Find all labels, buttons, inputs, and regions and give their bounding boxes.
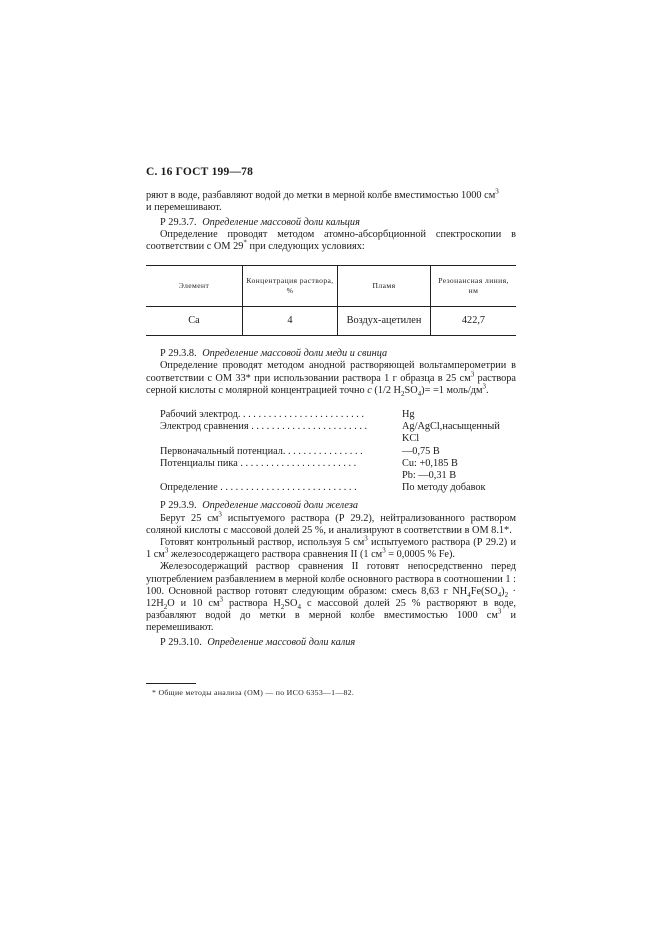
table-header-cell: Элемент — [146, 266, 243, 307]
table-header-row — [146, 266, 516, 307]
section-heading-potassium: Р 29.3.10. Определение массовой доли калия — [160, 636, 356, 648]
list-item: KCl — [402, 433, 420, 445]
list-item: Первоначальный потенциал. . . . . . . . . . . . . . . . —0,75 В — [160, 445, 440, 457]
list-item: Pb: —0,31 В — [402, 470, 457, 482]
table-cell: Воздух-ацетилен — [338, 307, 431, 336]
table-cell: 4 — [243, 307, 338, 336]
paragraph-continuation: ряют в воде, разбавляют водой до метки в мерной колбе вместимостью 1000 $см^3$ и перемешивают. — [146, 187, 499, 214]
paragraph-reference-solution: Железосодержащий раствор сравнения II готовят непосредственно перед употреблением разбавлением в мерной колбе основного раствора в соотношении 1 : 100. Основной раствор готовят следующим образом: смесь 8,63 г $NH_4Fe(SO_4)_2 \cdot 12H_2O$ и 10 $см^3$ раствора $H_2SO_4$ с массовой долей 25 % растворяют в воде, разбавляют водой до метки в мерной колбе вместимостью 1000 $см^3$ и перемешивают. — [146, 561, 517, 634]
section-heading-iron: Р 29.3.9. Определение массовой доли железа — [160, 500, 358, 512]
section-heading-copper-lead: Р 29.3.8. Определение массовой доли меди и свинца — [160, 348, 388, 360]
paragraph-control-solution: Готовят контрольный раствор, используя 5 $см^3$ испытуемого раствора (Р 29.2) и 1 $см^3$ железосодержащего раствора сравнения II (1 $см^3 = 0,0005$ % Fe). — [146, 534, 516, 561]
list-item: Определение . . . . . . . . . . . . . . . . . . . . . . . . . . . По методу добавок — [160, 482, 486, 494]
list-item: Электрод сравнения . . . . . . . . . . . . . . . . . . . . . . . Ag/AgCl,насыщенный — [160, 421, 500, 433]
table-header-cell: Концентрация раствора, % — [243, 266, 338, 307]
section-heading-calcium: Р 29.3.7. Определение массовой доли кальция — [160, 216, 360, 228]
paragraph-calcium-method: Определение проводят методом атомно-абсорбционной спектроскопии в соответствии с ОМ 29* при следующих условиях: — [146, 228, 516, 253]
footnote: * Общие методы анализа (ОМ) — по ИСО 6353—1—82. — [152, 688, 355, 697]
list-item: Рабочий электрод. . . . . . . . . . . . . . . . . . . . . . . . . Hg — [160, 409, 415, 421]
footnote-divider — [146, 683, 196, 684]
conditions-list — [160, 409, 506, 494]
table-row — [146, 307, 516, 336]
paragraph-iron-sample: Берут 25 $см^3$ испытуемого раствора (Р 29.2), нейтрализованного раствором соляной кислоты с массовой долей 25 %, и анализируют в соответствии в ОМ 8.1*. — [146, 510, 516, 536]
list-item: Потенциалы пика . . . . . . . . . . . . . . . . . . . . . . . Cu: +0,185 В — [160, 457, 458, 469]
table-header-cell: Резонансная линия, нм — [431, 266, 517, 307]
page-header: С. 16 ГОСТ 199—78 — [146, 166, 254, 178]
table-cell: Ca — [146, 307, 243, 336]
table-header-cell: Пламя — [338, 266, 431, 307]
paragraph-voltammetry: Определение проводят методом анодной растворяющей вольтамперометрии в соответствии с ОМ 33* при использовании раствора 1 г образца в 25 $см^3$ раствора серной кислоты с молярной концентрацией точно c (1/2 $H_2SO_4)= =1$ моль/$дм^3$. — [146, 360, 516, 398]
document-page — [146, 166, 516, 649]
table-cell: 422,7 — [431, 307, 517, 336]
conditions-table — [146, 265, 516, 336]
